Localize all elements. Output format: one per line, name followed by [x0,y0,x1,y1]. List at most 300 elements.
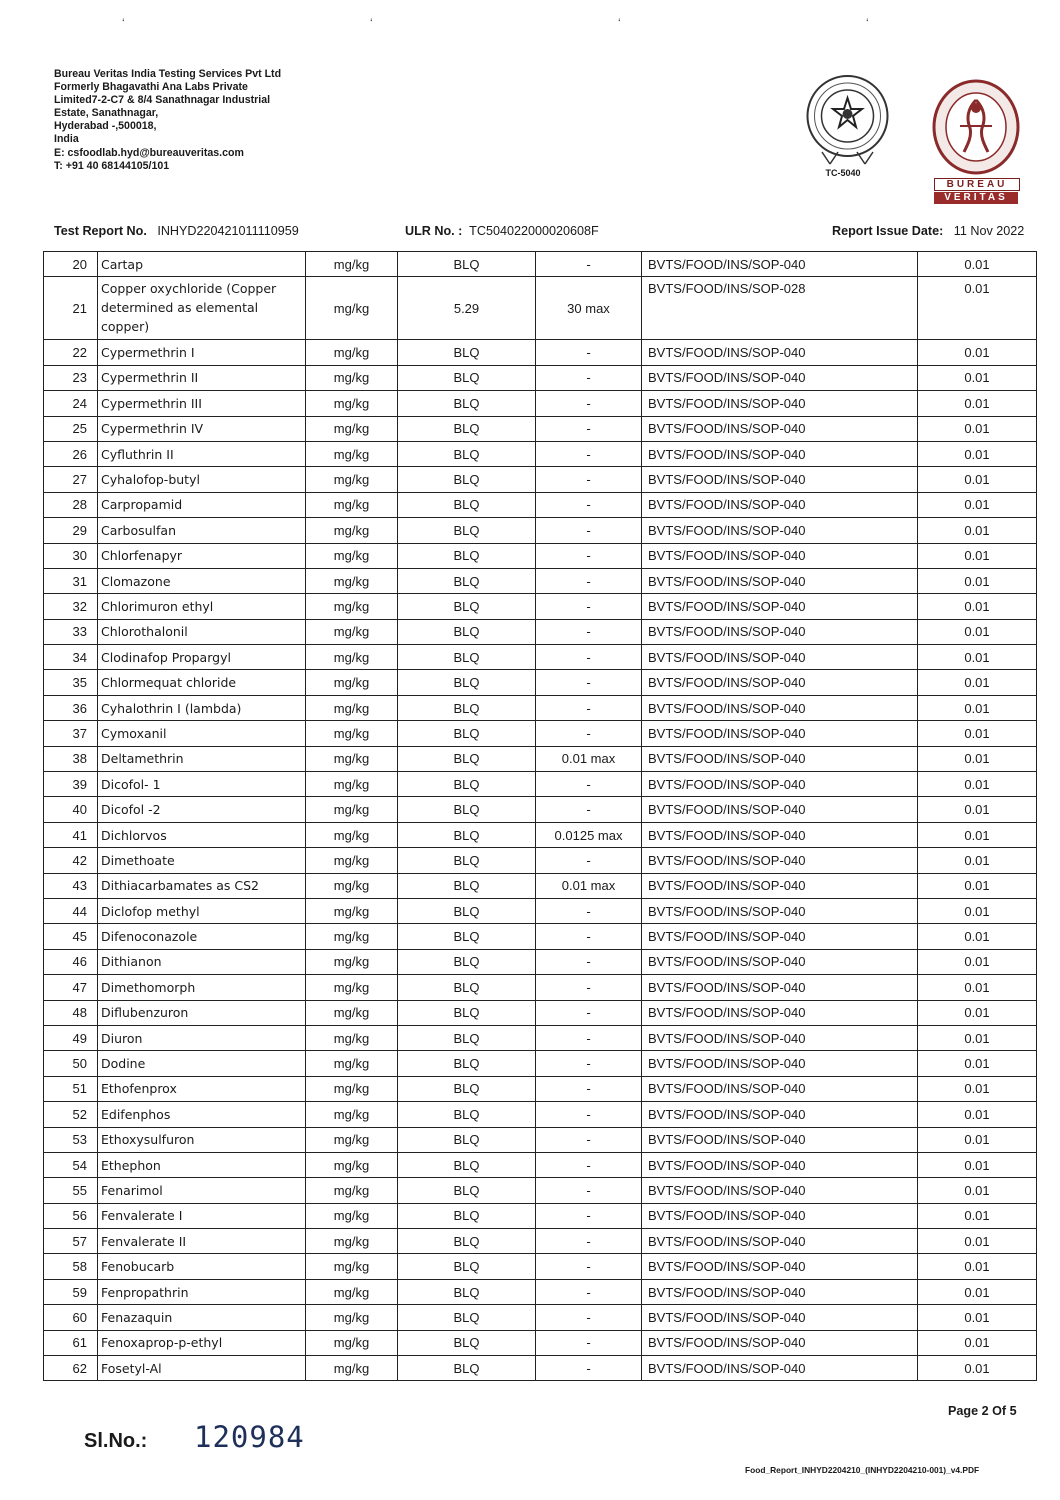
result-value: BLQ [398,1356,536,1381]
row-number: 37 [44,721,98,746]
loq-value: 0.01 [918,695,1037,720]
specification: - [536,670,642,695]
row-number: 28 [44,492,98,517]
parameter-name: Chlorfenapyr [98,543,306,568]
loq-value: 0.01 [918,441,1037,466]
specification: - [536,594,642,619]
loq-value: 0.01 [918,1229,1037,1254]
row-number: 29 [44,518,98,543]
test-method: BVTS/FOOD/INS/SOP-040 [642,822,918,847]
specification: - [536,1356,642,1381]
table-row [44,1076,1037,1101]
parameter-name: Cyhalothrin I (lambda) [98,695,306,720]
result-value: BLQ [398,1127,536,1152]
row-number: 43 [44,873,98,898]
result-value: BLQ [398,594,536,619]
unit: mg/kg [306,695,398,720]
loq-value: 0.01 [918,949,1037,974]
address-email: E: csfoodlab.hyd@bureauveritas.com [54,146,244,159]
specification: - [536,797,642,822]
unit: mg/kg [306,1127,398,1152]
test-method: BVTS/FOOD/INS/SOP-040 [642,1051,918,1076]
loq-value: 0.01 [918,340,1037,365]
parameter-name: Dicofol -2 [98,797,306,822]
parameter-name: Cypermethrin II [98,365,306,390]
address-line: Estate, Sanathnagar, [54,107,159,120]
test-method: BVTS/FOOD/INS/SOP-040 [642,695,918,720]
parameter-name: Difenoconazole [98,924,306,949]
nabl-seal-icon [800,72,895,167]
test-method: BVTS/FOOD/INS/SOP-040 [642,670,918,695]
loq-value: 0.01 [918,822,1037,847]
row-number: 32 [44,594,98,619]
loq-value: 0.01 [918,1000,1037,1025]
result-value: BLQ [398,1076,536,1101]
loq-value: 0.01 [918,1127,1037,1152]
unit: mg/kg [306,1229,398,1254]
table-row [44,340,1037,365]
table-row [44,391,1037,416]
loq-value: 0.01 [918,924,1037,949]
loq-value: 0.01 [918,467,1037,492]
parameter-name: Fenobucarb [98,1254,306,1279]
test-method: BVTS/FOOD/INS/SOP-040 [642,873,918,898]
test-method: BVTS/FOOD/INS/SOP-028 [642,277,918,340]
specification: - [536,1279,642,1304]
row-number: 21 [44,277,98,340]
table-row [44,695,1037,720]
result-value: BLQ [398,365,536,390]
specification: - [536,1152,642,1177]
specification: 0.01 max [536,746,642,771]
unit: mg/kg [306,772,398,797]
loq-value: 0.01 [918,391,1037,416]
row-number: 62 [44,1356,98,1381]
row-number: 33 [44,619,98,644]
table-row [44,1305,1037,1330]
row-number: 26 [44,441,98,466]
row-number: 45 [44,924,98,949]
test-method: BVTS/FOOD/INS/SOP-040 [642,1254,918,1279]
loq-value: 0.01 [918,1051,1037,1076]
scan-mark: ‘ [866,16,869,30]
row-number: 49 [44,1025,98,1050]
result-value: BLQ [398,1229,536,1254]
row-number: 36 [44,695,98,720]
row-number: 41 [44,822,98,847]
test-method: BVTS/FOOD/INS/SOP-040 [642,1000,918,1025]
row-number: 54 [44,1152,98,1177]
address-line: Formerly Bhagavathi Ana Labs Private [54,81,248,94]
specification: 0.01 max [536,873,642,898]
address-phone: T: +91 40 68144105/101 [54,159,170,172]
issue-date: 11 Nov 2022 [953,224,1025,238]
parameter-name: Cypermethrin III [98,391,306,416]
specification: - [536,975,642,1000]
parameter-name: Cyfluthrin II [98,441,306,466]
row-number: 38 [44,746,98,771]
loq-value: 0.01 [918,1102,1037,1127]
test-method: BVTS/FOOD/INS/SOP-040 [642,619,918,644]
parameter-name: Diuron [98,1025,306,1050]
parameter-name: Diclofop methyl [98,898,306,923]
loq-value: 0.01 [918,1305,1037,1330]
test-method: BVTS/FOOD/INS/SOP-040 [642,1305,918,1330]
row-number: 25 [44,416,98,441]
loq-value: 0.01 [918,645,1037,670]
specification: - [536,898,642,923]
table-row [44,252,1037,277]
parameter-name: Cypermethrin I [98,340,306,365]
parameter-name: Fenoxaprop-p-ethyl [98,1330,306,1355]
parameter-name: Chlormequat chloride [98,670,306,695]
table-row [44,1254,1037,1279]
parameter-name: Copper oxychloride (Copper determined as elemental copper) [98,277,306,340]
loq-value: 0.01 [918,797,1037,822]
parameter-name: Dichlorvos [98,822,306,847]
row-number: 59 [44,1279,98,1304]
test-method: BVTS/FOOD/INS/SOP-040 [642,1025,918,1050]
test-method: BVTS/FOOD/INS/SOP-040 [642,772,918,797]
specification: - [536,568,642,593]
parameter-name: Cypermethrin IV [98,416,306,441]
result-value: BLQ [398,568,536,593]
result-value: BLQ [398,1051,536,1076]
serial-number-value: 120984 [194,1420,305,1454]
bureau-veritas-seal-icon [930,78,1022,176]
loq-value: 0.01 [918,1025,1037,1050]
loq-value: 0.01 [918,1203,1037,1228]
lab-address [54,68,334,173]
unit: mg/kg [306,645,398,670]
test-method: BVTS/FOOD/INS/SOP-040 [642,467,918,492]
table-row [44,365,1037,390]
row-number: 39 [44,772,98,797]
unit: mg/kg [306,594,398,619]
table-row [44,1178,1037,1203]
table-row [44,467,1037,492]
loq-value: 0.01 [918,492,1037,517]
specification: - [536,1229,642,1254]
loq-value: 0.01 [918,365,1037,390]
test-method: BVTS/FOOD/INS/SOP-040 [642,492,918,517]
row-number: 35 [44,670,98,695]
result-value: BLQ [398,492,536,517]
result-value: BLQ [398,1178,536,1203]
unit: mg/kg [306,1305,398,1330]
parameter-name: Dimethomorph [98,975,306,1000]
result-value: BLQ [398,1000,536,1025]
table-row [44,1330,1037,1355]
specification: - [536,695,642,720]
result-value: BLQ [398,670,536,695]
specification: - [536,467,642,492]
result-value: BLQ [398,772,536,797]
unit: mg/kg [306,1076,398,1101]
unit: mg/kg [306,670,398,695]
unit: mg/kg [306,365,398,390]
parameter-name: Cartap [98,252,306,277]
test-method: BVTS/FOOD/INS/SOP-040 [642,340,918,365]
loq-value: 0.01 [918,1152,1037,1177]
result-value: BLQ [398,1254,536,1279]
unit: mg/kg [306,1178,398,1203]
ulr-ref [405,224,599,238]
row-number: 40 [44,797,98,822]
row-number: 51 [44,1076,98,1101]
row-number: 57 [44,1229,98,1254]
unit: mg/kg [306,568,398,593]
test-method: BVTS/FOOD/INS/SOP-040 [642,1356,918,1381]
loq-value: 0.01 [918,594,1037,619]
specification: - [536,1051,642,1076]
parameter-name: Fosetyl-Al [98,1356,306,1381]
unit: mg/kg [306,1152,398,1177]
unit: mg/kg [306,543,398,568]
loq-value: 0.01 [918,975,1037,1000]
table-row [44,492,1037,517]
unit: mg/kg [306,467,398,492]
table-row [44,1000,1037,1025]
row-number: 46 [44,949,98,974]
test-report-label: Test Report No. [54,224,147,238]
table-row [44,898,1037,923]
test-method: BVTS/FOOD/INS/SOP-040 [642,924,918,949]
specification: - [536,619,642,644]
test-method: BVTS/FOOD/INS/SOP-040 [642,1203,918,1228]
test-method: BVTS/FOOD/INS/SOP-040 [642,1229,918,1254]
parameter-name: Carpropamid [98,492,306,517]
test-report-ref [54,224,299,238]
table-row [44,1025,1037,1050]
parameter-name: Dithiacarbamates as CS2 [98,873,306,898]
loq-value: 0.01 [918,1254,1037,1279]
table-row [44,1279,1037,1304]
unit: mg/kg [306,1000,398,1025]
loq-value: 0.01 [918,416,1037,441]
row-number: 27 [44,467,98,492]
unit: mg/kg [306,252,398,277]
loq-value: 0.01 [918,772,1037,797]
serial-number-label: Sl.No.: [84,1430,148,1452]
table-row [44,721,1037,746]
unit: mg/kg [306,797,398,822]
parameter-name: Ethofenprox [98,1076,306,1101]
result-value: BLQ [398,1279,536,1304]
table-row [44,441,1037,466]
test-method: BVTS/FOOD/INS/SOP-040 [642,1102,918,1127]
table-row [44,949,1037,974]
specification: - [536,492,642,517]
brand-word-veritas: VERITAS [934,192,1018,204]
result-value: BLQ [398,746,536,771]
unit: mg/kg [306,1203,398,1228]
loq-value: 0.01 [918,1356,1037,1381]
specification: - [536,645,642,670]
issue-date-ref [832,224,1024,238]
loq-value: 0.01 [918,277,1037,340]
table-row [44,975,1037,1000]
test-method: BVTS/FOOD/INS/SOP-040 [642,252,918,277]
brand-word-bureau: BUREAU [934,178,1020,191]
row-number: 30 [44,543,98,568]
row-number: 55 [44,1178,98,1203]
unit: mg/kg [306,1025,398,1050]
table-row [44,1356,1037,1381]
specification: - [536,1102,642,1127]
test-method: BVTS/FOOD/INS/SOP-040 [642,416,918,441]
table-row [44,746,1037,771]
table-row [44,1229,1037,1254]
test-method: BVTS/FOOD/INS/SOP-040 [642,975,918,1000]
test-method: BVTS/FOOD/INS/SOP-040 [642,1076,918,1101]
result-value: BLQ [398,1025,536,1050]
result-value: BLQ [398,416,536,441]
result-value: BLQ [398,822,536,847]
specification: - [536,1127,642,1152]
row-number: 22 [44,340,98,365]
loq-value: 0.01 [918,1178,1037,1203]
test-method: BVTS/FOOD/INS/SOP-040 [642,645,918,670]
table-row [44,416,1037,441]
parameter-name: Ethoxysulfuron [98,1127,306,1152]
test-method: BVTS/FOOD/INS/SOP-040 [642,1152,918,1177]
test-method: BVTS/FOOD/INS/SOP-040 [642,594,918,619]
results-table-body [44,252,1037,1381]
specification: 30 max [536,277,642,340]
unit: mg/kg [306,746,398,771]
test-method: BVTS/FOOD/INS/SOP-040 [642,365,918,390]
specification: - [536,721,642,746]
table-row [44,924,1037,949]
table-row [44,645,1037,670]
row-number: 44 [44,898,98,923]
unit: mg/kg [306,975,398,1000]
results-table [43,251,1037,1381]
loq-value: 0.01 [918,746,1037,771]
table-row [44,518,1037,543]
result-value: BLQ [398,467,536,492]
table-row [44,1051,1037,1076]
parameter-name: Dodine [98,1051,306,1076]
table-row [44,277,1037,340]
loq-value: 0.01 [918,518,1037,543]
unit: mg/kg [306,441,398,466]
row-number: 60 [44,1305,98,1330]
row-number: 47 [44,975,98,1000]
result-value: BLQ [398,797,536,822]
specification: - [536,340,642,365]
result-value: BLQ [398,645,536,670]
unit: mg/kg [306,848,398,873]
specification: - [536,1330,642,1355]
parameter-name: Edifenphos [98,1102,306,1127]
unit: mg/kg [306,391,398,416]
specification: - [536,772,642,797]
specification: - [536,1305,642,1330]
address-line: India [54,133,79,146]
page-number: Page 2 Of 5 [948,1404,1017,1418]
scan-mark: ‘ [122,16,125,30]
row-number: 56 [44,1203,98,1228]
table-row [44,797,1037,822]
test-method: BVTS/FOOD/INS/SOP-040 [642,543,918,568]
loq-value: 0.01 [918,1076,1037,1101]
address-line: Limited7-2-C7 & 8/4 Sanathnagar Industrial [54,94,271,107]
table-row [44,822,1037,847]
result-value: 5.29 [398,277,536,340]
table-row [44,1127,1037,1152]
parameter-name: Fenarimol [98,1178,306,1203]
parameter-name: Diflubenzuron [98,1000,306,1025]
parameter-name: Fenazaquin [98,1305,306,1330]
unit: mg/kg [306,340,398,365]
unit: mg/kg [306,1051,398,1076]
table-row [44,1203,1037,1228]
test-method: BVTS/FOOD/INS/SOP-040 [642,441,918,466]
test-method: BVTS/FOOD/INS/SOP-040 [642,949,918,974]
specification: - [536,543,642,568]
result-value: BLQ [398,848,536,873]
specification: - [536,441,642,466]
issue-date-label: Report Issue Date: [832,224,944,238]
specification: 0.0125 max [536,822,642,847]
parameter-name: Dithianon [98,949,306,974]
loq-value: 0.01 [918,873,1037,898]
scan-mark: ‘ [618,16,621,30]
parameter-name: Chlorimuron ethyl [98,594,306,619]
unit: mg/kg [306,924,398,949]
result-value: BLQ [398,543,536,568]
result-value: BLQ [398,619,536,644]
test-method: BVTS/FOOD/INS/SOP-040 [642,1127,918,1152]
loq-value: 0.01 [918,721,1037,746]
loq-value: 0.01 [918,543,1037,568]
result-value: BLQ [398,949,536,974]
unit: mg/kg [306,1102,398,1127]
specification: - [536,518,642,543]
unit: mg/kg [306,277,398,340]
row-number: 52 [44,1102,98,1127]
row-number: 42 [44,848,98,873]
result-value: BLQ [398,1330,536,1355]
parameter-name: Fenvalerate I [98,1203,306,1228]
unit: mg/kg [306,822,398,847]
unit: mg/kg [306,416,398,441]
result-value: BLQ [398,898,536,923]
table-row [44,1102,1037,1127]
row-number: 34 [44,645,98,670]
result-value: BLQ [398,1305,536,1330]
specification: - [536,365,642,390]
parameter-name: Deltamethrin [98,746,306,771]
specification: - [536,1203,642,1228]
parameter-name: Fenvalerate II [98,1229,306,1254]
row-number: 31 [44,568,98,593]
specification: - [536,924,642,949]
result-value: BLQ [398,695,536,720]
result-value: BLQ [398,1102,536,1127]
test-method: BVTS/FOOD/INS/SOP-040 [642,721,918,746]
result-value: BLQ [398,518,536,543]
loq-value: 0.01 [918,1330,1037,1355]
specification: - [536,1000,642,1025]
test-method: BVTS/FOOD/INS/SOP-040 [642,518,918,543]
row-number: 23 [44,365,98,390]
specification: - [536,848,642,873]
row-number: 24 [44,391,98,416]
table-row [44,1152,1037,1177]
